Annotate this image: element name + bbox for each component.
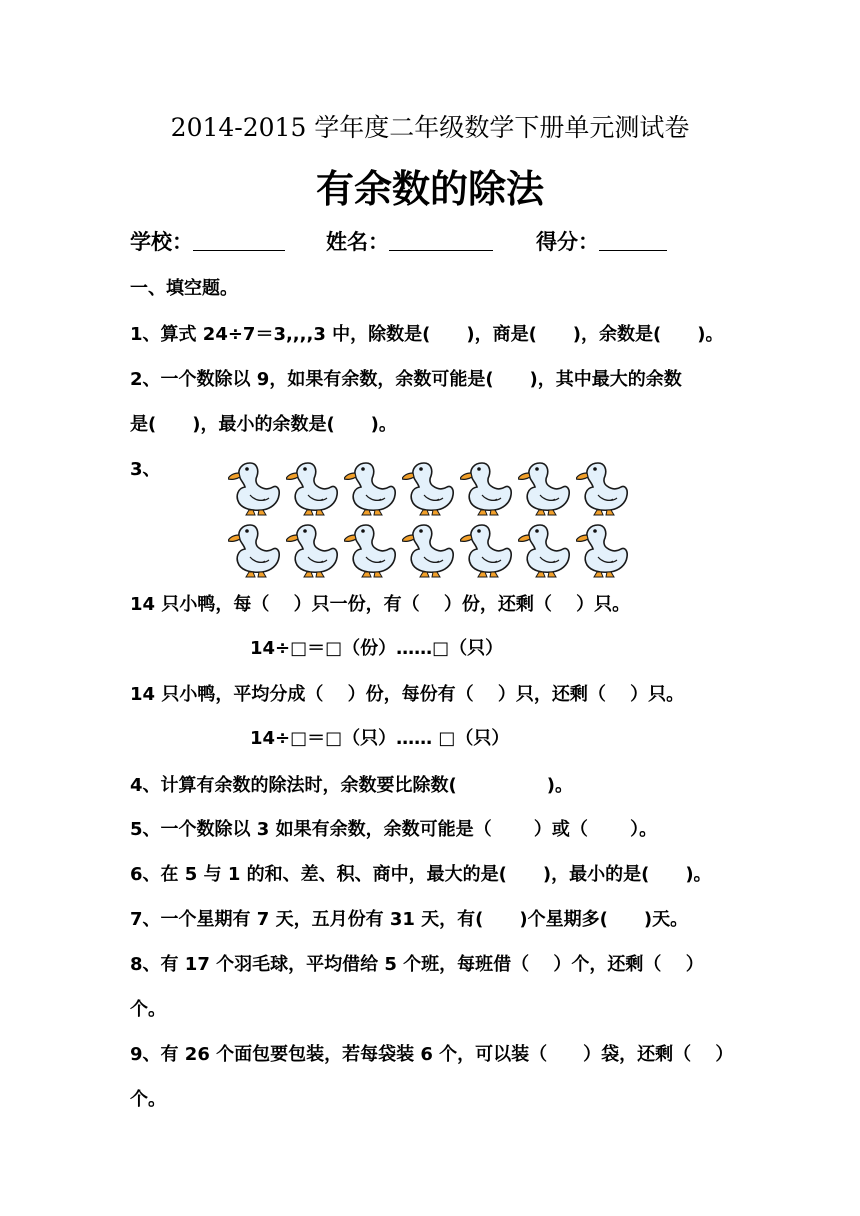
- name-blank[interactable]: [389, 228, 493, 251]
- score-field[interactable]: [536, 226, 667, 256]
- duck-icon: [286, 520, 340, 578]
- duck-icon: [460, 520, 514, 578]
- question-3-label: 3、: [130, 459, 161, 480]
- question-7: 7、一个星期有 7 天，五月份有 31 天，有( )个星期多( )天。: [130, 909, 689, 930]
- school-label: 学校：: [130, 230, 193, 254]
- question-8-line-2: 个。: [130, 999, 166, 1020]
- student-info-row: [130, 226, 750, 260]
- duck-icon: [576, 458, 630, 516]
- duck-icon: [344, 520, 398, 578]
- duck-icon: [460, 458, 514, 516]
- question-8-line-1: 8、有 17 个羽毛球，平均借给 5 个班，每班借（ ）个，还剩（ ）: [130, 954, 704, 975]
- duck-icon: [576, 520, 630, 578]
- question-4: 4、计算有余数的除法时，余数要比除数( )。: [130, 775, 573, 796]
- ducks-illustration: [228, 458, 638, 582]
- duck-icon: [344, 458, 398, 516]
- main-title: 有余数的除法: [315, 167, 544, 211]
- school-field[interactable]: [130, 226, 285, 256]
- duck-icon: [286, 458, 340, 516]
- duck-icon: [402, 458, 456, 516]
- question-3b: 14 只小鸭，平均分成（ ）份，每份有（ ）只，还剩（ ）只。: [130, 684, 685, 705]
- question-1: 1、算式 24÷7＝3,,,,3 中，除数是( )，商是( )，余数是( )。: [130, 324, 724, 345]
- duck-icon: [518, 520, 572, 578]
- question-3a: 14 只小鸭，每（ ）只一份，有（ ）份，还剩（ ）只。: [130, 594, 631, 615]
- school-blank[interactable]: [193, 228, 285, 251]
- section-title: 一、填空题。: [130, 278, 238, 299]
- name-field[interactable]: [326, 226, 493, 256]
- question-6: 6、在 5 与 1 的和、差、积、商中，最大的是( )，最小的是( )。: [130, 864, 712, 885]
- name-label: 姓名：: [326, 230, 389, 254]
- question-2-line-2: 是( )，最小的余数是( )。: [130, 414, 397, 435]
- question-3a-formula: 14÷□＝□（份）……□（只）: [250, 638, 504, 659]
- question-5: 5、一个数除以 3 如果有余数，余数可能是（ ）或（ ）。: [130, 819, 658, 840]
- score-label: 得分：: [536, 230, 599, 254]
- question-9-line-2: 个。: [130, 1089, 166, 1110]
- question-2-line-1: 2、一个数除以 9，如果有余数，余数可能是( )，其中最大的余数: [130, 369, 682, 390]
- question-9-line-1: 9、有 26 个面包要包装，若每袋装 6 个，可以装（ ）袋，还剩（ ）: [130, 1044, 734, 1065]
- duck-icon: [228, 520, 282, 578]
- question-3b-formula: 14÷□＝□（只）…… □（只）: [250, 728, 510, 749]
- duck-icon: [402, 520, 456, 578]
- duck-icon: [228, 458, 282, 516]
- duck-icon: [518, 458, 572, 516]
- score-blank[interactable]: [599, 228, 667, 251]
- document-title: 2014-2015 学年度二年级数学下册单元测试卷: [170, 113, 690, 142]
